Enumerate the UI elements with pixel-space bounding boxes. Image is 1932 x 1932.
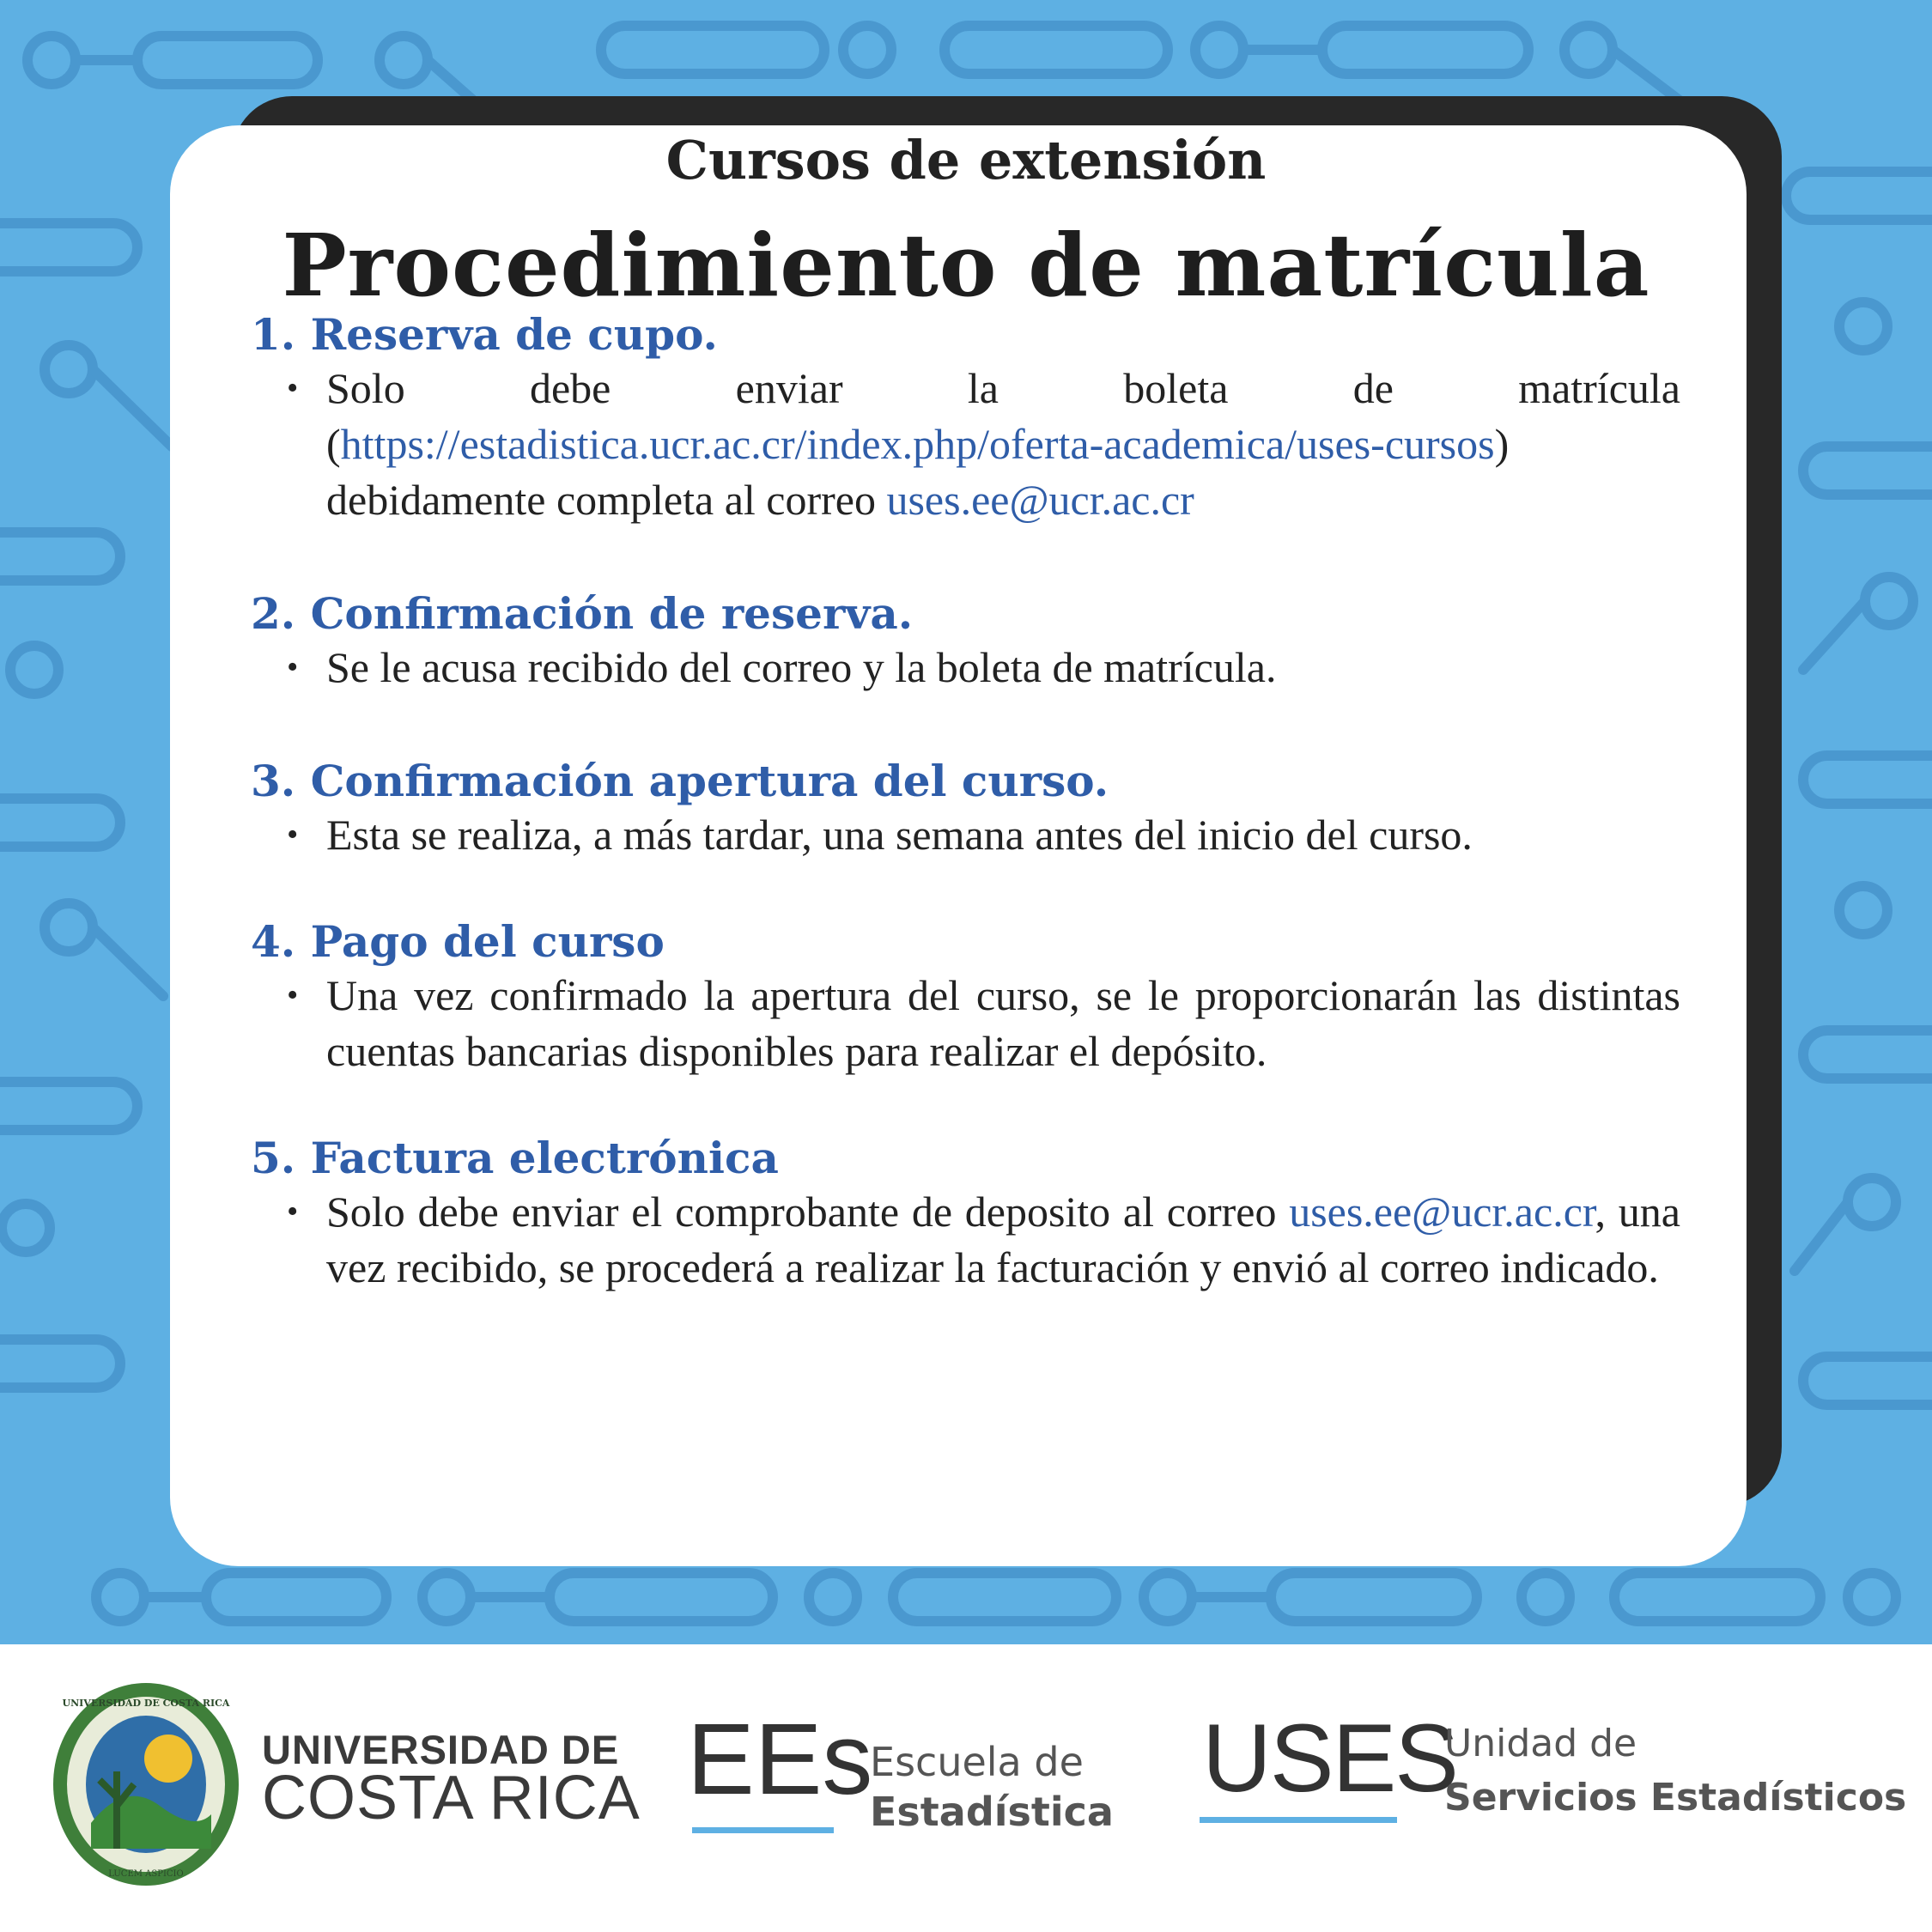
step-title: 1. Reserva de cupo.: [251, 309, 718, 360]
bullet-text: ) debidamente completa al correo: [326, 420, 1510, 524]
kicker-heading: Cursos de extensión: [665, 129, 1267, 191]
step-5: [251, 1133, 1680, 1296]
step-title: 4. Pago del curso: [251, 916, 665, 967]
ucr-name-line2: COSTA RICA: [262, 1764, 641, 1832]
ees-underline: [692, 1827, 834, 1833]
course-link[interactable]: https://estadistica.ucr.ac.cr/index.php/oferta-academica/uses-cursos: [340, 420, 1495, 468]
step-bullet: [251, 361, 1680, 528]
step-bullet: • Una vez confirmado la apertura del curso, se le proporcionarán las distintas cuentas bancarias disponibles para realizar el depósito.: [251, 968, 1680, 1079]
bullet-text: Solo debe enviar el comprobante de deposito al correo: [326, 1188, 1290, 1236]
uses-subtitle-line1: Unidad de: [1444, 1722, 1637, 1765]
seal-text-top: UNIVERSIDAD DE COSTA RICA: [62, 1698, 230, 1709]
uses-underline: [1200, 1817, 1397, 1823]
ees-subtitle-line2: Estadística: [870, 1789, 1114, 1835]
step-1: [251, 309, 1680, 528]
step-2: [251, 588, 1680, 696]
step-bullet: • Se le acusa recibido del correo y la boleta de matrícula.: [251, 640, 1680, 696]
bullet-text: Solo debe enviar la boleta de matrícula (: [326, 364, 1680, 468]
step-title: 2. Confirmación de reserva.: [251, 588, 914, 639]
ucr-name-line1: UNIVERSIDAD DE: [262, 1727, 620, 1772]
page-title: Procedimiento de matrícula: [282, 215, 1650, 316]
email-link[interactable]: uses.ee@ucr.ac.cr: [1289, 1188, 1595, 1236]
seal-text-bottom: LUCEM ASPICIO: [108, 1869, 184, 1879]
step-title: 5. Factura electrónica: [251, 1133, 779, 1183]
ees-subtitle-line1: Escuela de: [870, 1739, 1084, 1785]
step-4: [251, 916, 1680, 1079]
email-link[interactable]: uses.ee@ucr.ac.cr: [886, 476, 1194, 524]
step-bullet: • Esta se realiza, a más tardar, una semana antes del inicio del curso.: [251, 807, 1680, 863]
bullet-text: , una vez recibido, se procederá a realizar la facturación y envió al correo indicado.: [326, 1188, 1680, 1291]
step-3: [251, 756, 1680, 863]
uses-logo: USES: [1202, 1704, 1457, 1812]
step-bullet: [251, 1184, 1680, 1296]
footer-logos: [0, 1644, 1932, 1932]
uses-subtitle-line2: Servicios Estadísticos: [1444, 1776, 1907, 1820]
ees-logo: EEs: [687, 1703, 873, 1816]
ucr-seal-logo: [48, 1677, 244, 1892]
step-title: 3. Confirmación apertura del curso.: [251, 756, 1109, 806]
steps-list: [251, 309, 1680, 1349]
